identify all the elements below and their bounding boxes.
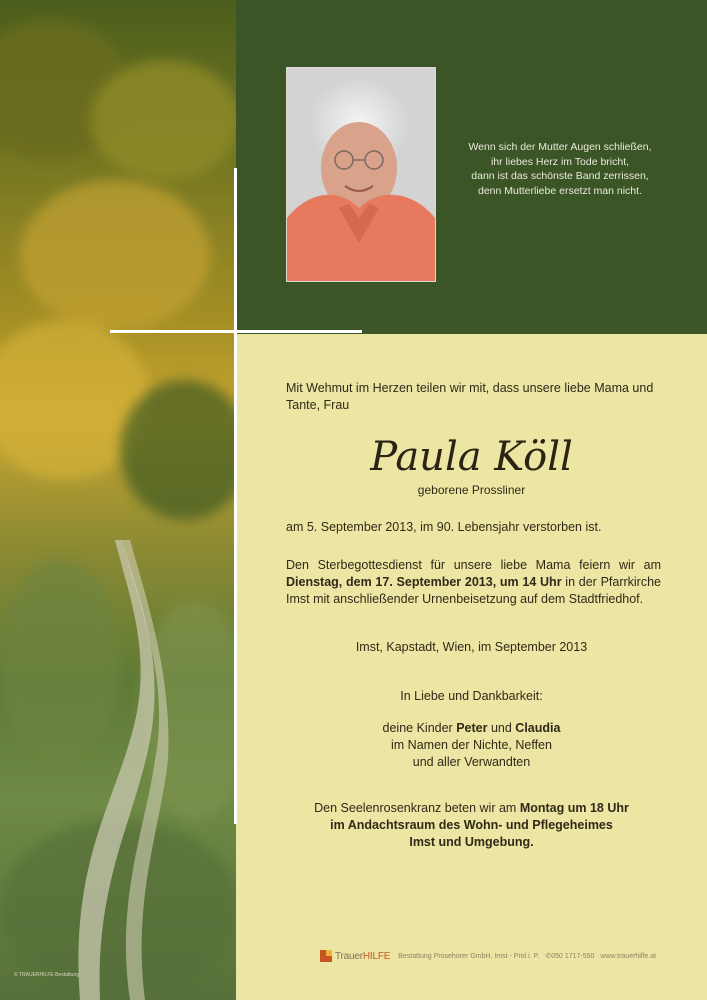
trauerhilfe-logo-text bbox=[335, 951, 390, 962]
signers-conjunction: und bbox=[487, 721, 516, 735]
service-datetime: Dienstag, dem 17. September 2013, um 14 Uhr bbox=[286, 575, 562, 589]
rosary-prefix: Den Seelenrosenkranz beten wir am bbox=[314, 801, 520, 815]
signers-line-2: im Namen der Nichte, Neffen bbox=[391, 738, 552, 752]
quote-line: ihr liebes Herz im Tode bricht, bbox=[490, 155, 630, 168]
quote-line: Wenn sich der Mutter Augen schließen, bbox=[468, 141, 652, 153]
trauerhilfe-logo-icon bbox=[320, 950, 332, 962]
rosary-line-1 bbox=[236, 800, 707, 817]
funeral-service-text bbox=[286, 557, 661, 608]
quote-line: dann ist das schönste Band zerrissen, bbox=[471, 170, 649, 182]
signers-line-1 bbox=[236, 720, 707, 737]
service-text-end: in der Pfarrkirche Imst mit anschließender Urnenbeisetzung auf dem Stadtfriedhof. bbox=[286, 575, 661, 606]
death-date-text: am 5. September 2013, im 90. Lebensjahr verstorben ist. bbox=[286, 520, 602, 534]
child-name-1: Peter bbox=[456, 721, 488, 735]
place-date: Imst, Kapstadt, Wien, im September 2013 bbox=[355, 640, 588, 654]
footer bbox=[320, 948, 662, 964]
signers-prefix: deine Kinder bbox=[382, 721, 457, 735]
signers-block bbox=[236, 720, 707, 771]
cross-horizontal-bar bbox=[110, 330, 362, 333]
forest-path-image bbox=[0, 0, 236, 1000]
quote-line: denn Mutterliebe ersetzt man nicht. bbox=[477, 184, 642, 197]
signers-line-3: und aller Verwandten bbox=[412, 755, 531, 769]
path-shape bbox=[60, 540, 170, 1000]
intro-text: Mit Wehmut im Herzen teilen wir mit, dass unsere liebe Mama und Tante, Frau bbox=[286, 381, 654, 412]
memorial-quote bbox=[450, 140, 670, 198]
deceased-name: Paula Köll bbox=[370, 434, 573, 480]
service-text-start: Den Sterbegottesdienst für unsere liebe Mama feiern wir am bbox=[286, 558, 661, 572]
logo-text-b: HILFE bbox=[362, 950, 391, 962]
phone-number: ✆050 1717-550 bbox=[545, 953, 595, 960]
portrait-photo bbox=[286, 67, 436, 282]
portrait-illustration bbox=[287, 68, 435, 281]
rosary-line-2: im Andachtsraum des Wohn- und Pflegeheimes bbox=[330, 818, 613, 832]
thanks-heading: In Liebe und Dankbarkeit: bbox=[400, 689, 543, 703]
copyright-text: © TRAUERHILFE Bestattung bbox=[14, 972, 80, 978]
rosary-notice bbox=[236, 800, 707, 851]
website-link[interactable]: www.trauerhilfe.at bbox=[600, 952, 657, 960]
child-name-2: Claudia bbox=[515, 721, 561, 735]
company-name: Bestattung Prosehorer GmbH, Imst - Prol i. P. bbox=[398, 952, 540, 960]
logo-text-a: Trauer bbox=[335, 950, 363, 962]
rosary-time: Montag um 18 Uhr bbox=[519, 801, 629, 815]
maiden-name: geborene Prossliner bbox=[417, 483, 526, 497]
rosary-line-3: Imst und Umgebung. bbox=[409, 835, 534, 849]
